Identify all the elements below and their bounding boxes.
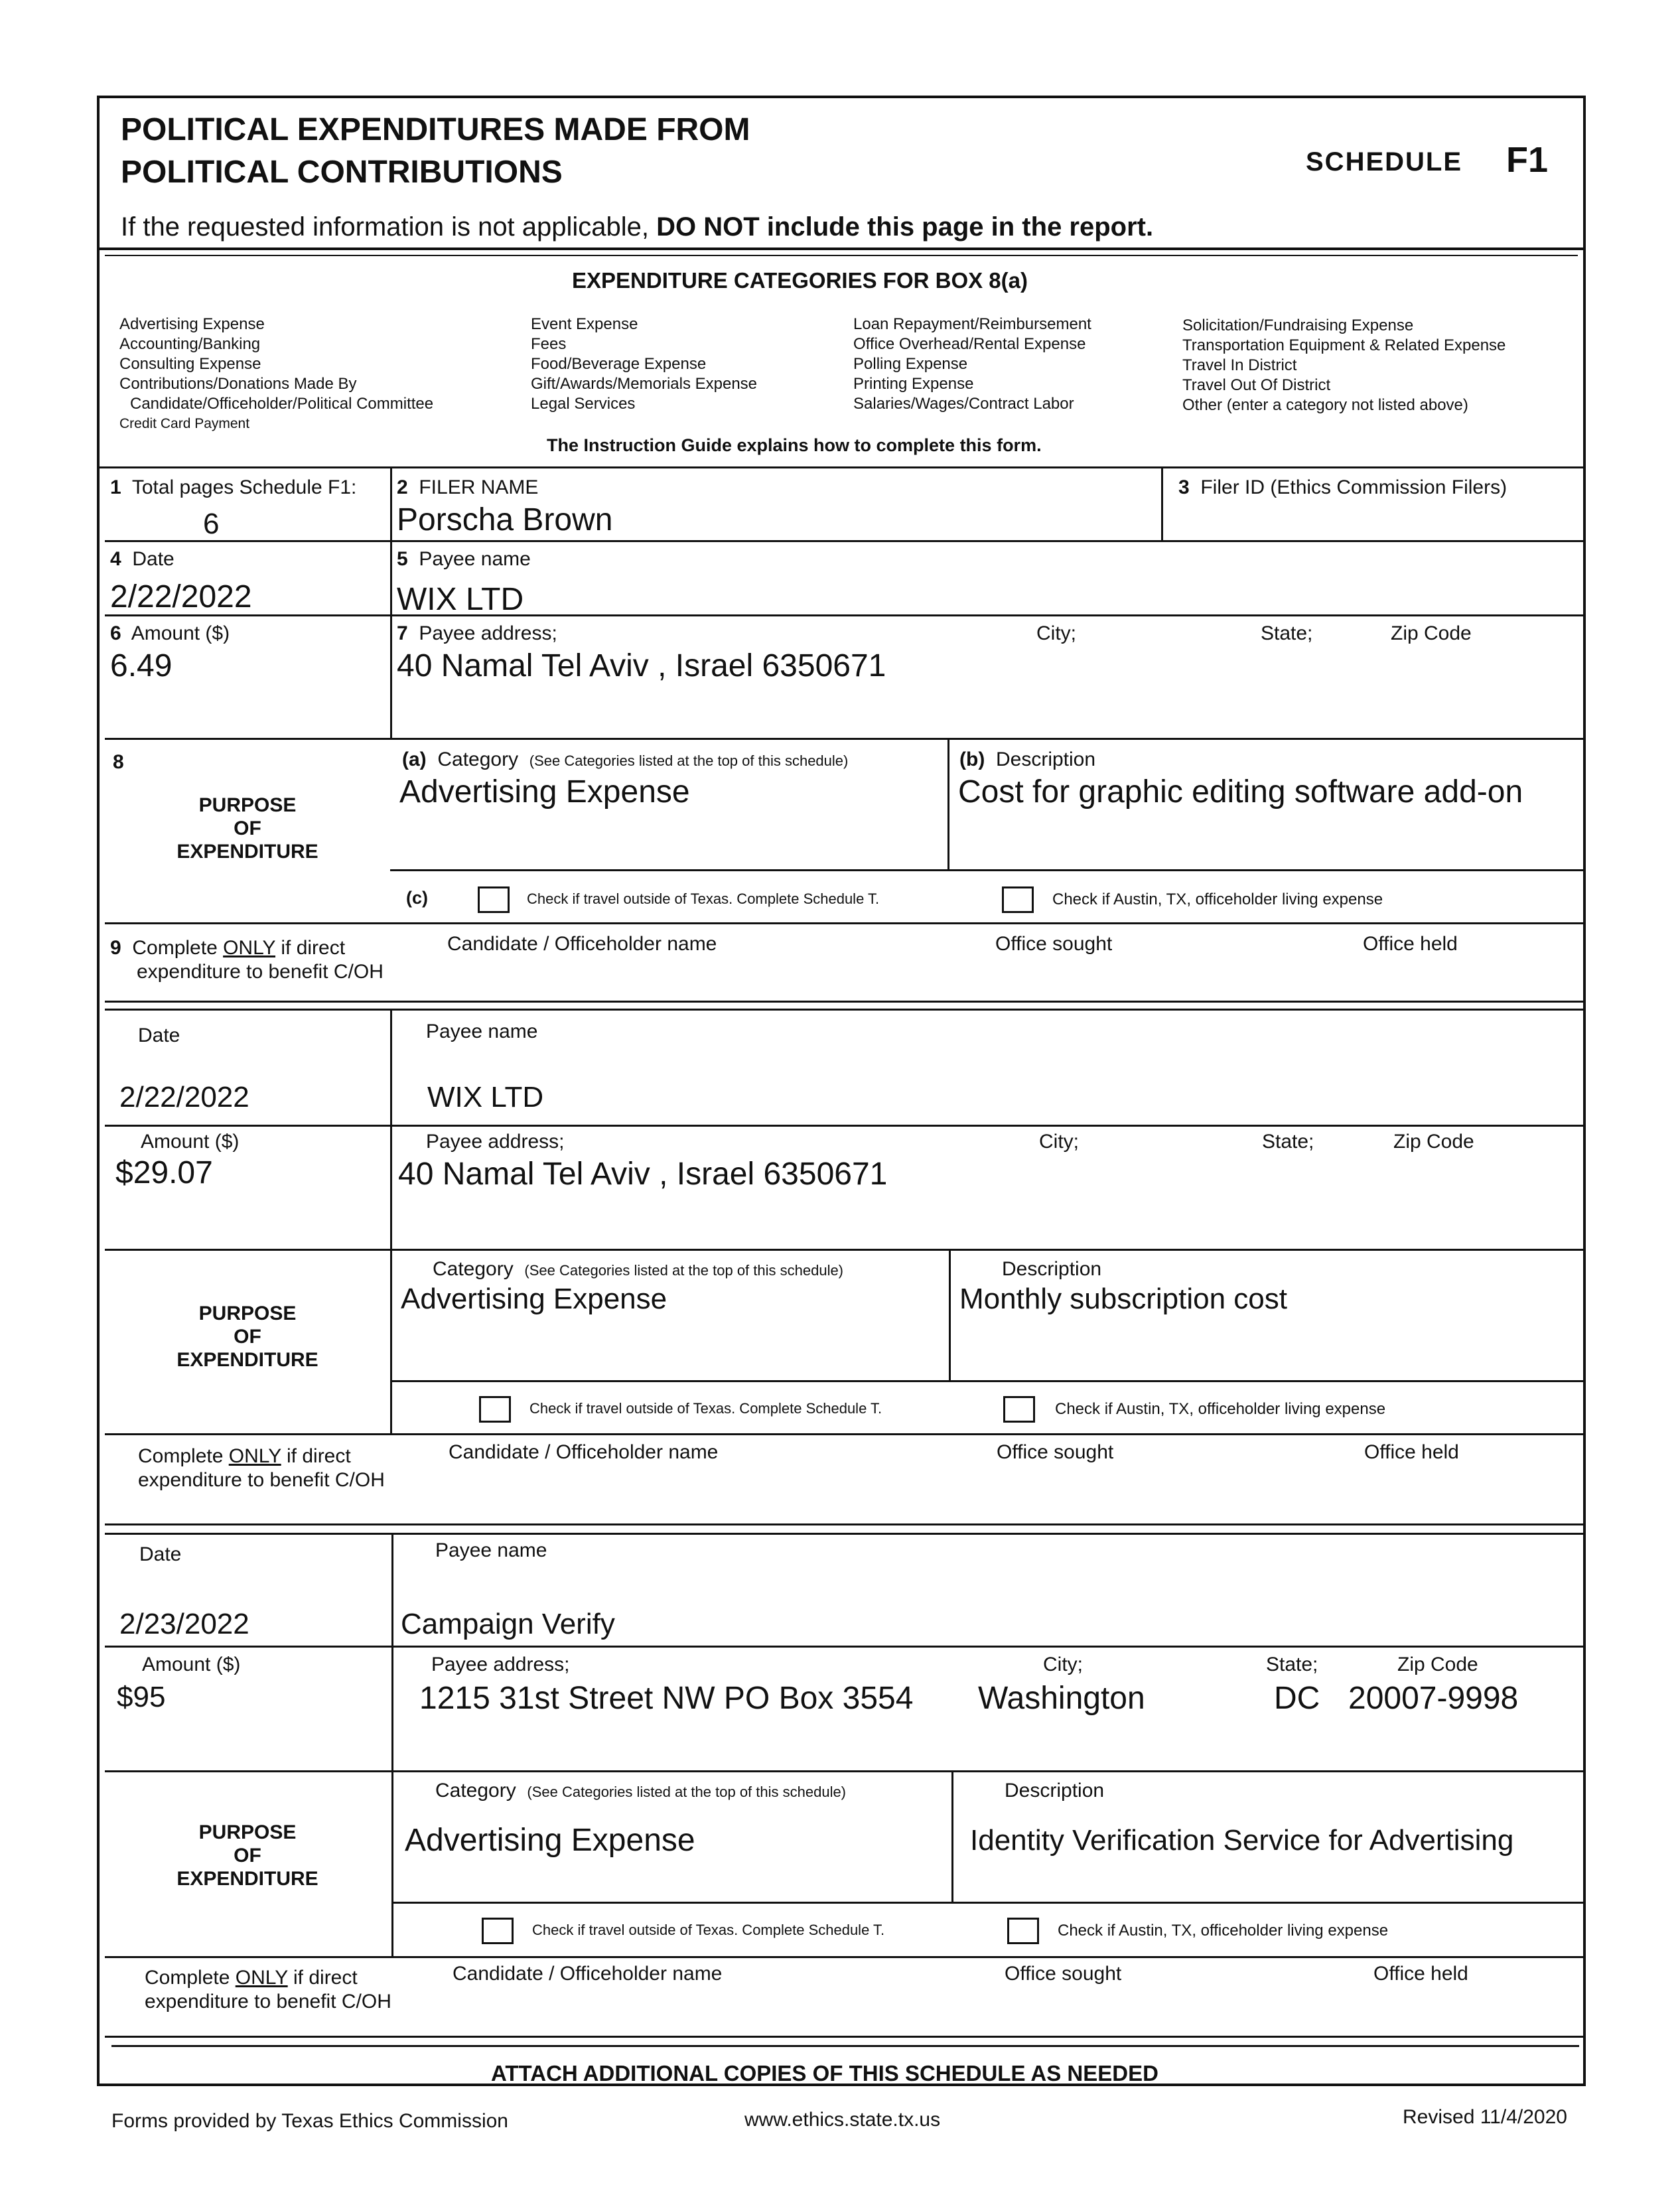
exp1-category-label: (a) Category (See Categories listed at the top of this schedule) <box>402 748 849 770</box>
exp2-candidate-label: Candidate / Officeholder name <box>449 1441 719 1463</box>
exp2-complete-only-label: Complete ONLY if direct <box>138 1445 351 1467</box>
exp3-travel-outside-texas-checkbox[interactable] <box>482 1918 514 1944</box>
categories-column-4: Solicitation/Fundraising Expense Transportation Equipment & Related Expense Travel In District Travel Out Of District Other (enter a category not listed above) <box>1182 317 1506 414</box>
exp3-austin-living-expense-label: Check if Austin, TX, officeholder living expense <box>1058 1922 1389 1940</box>
categories-column-1: Advertising Expense Accounting/Banking Consulting Expense Contributions/Donations Made By Candidate/Officeholder/Political Committee Credit Card Payment <box>119 315 434 431</box>
total-pages-value: 6 <box>203 508 220 540</box>
exp2-office-held-label: Office held <box>1364 1441 1459 1463</box>
exp3-office-sought-label: Office sought <box>1005 1963 1122 1985</box>
categories-heading: EXPENDITURE CATEGORIES FOR BOX 8(a) <box>572 268 1028 293</box>
filer-name-label: 2 FILER NAME <box>397 476 539 498</box>
exp1-travel-outside-texas-checkbox[interactable] <box>478 886 510 913</box>
schedule-label: SCHEDULE <box>1306 147 1463 177</box>
exp2-complete-only-line2: expenditure to benefit C/OH <box>138 1469 385 1491</box>
exp1-address-value: 40 Namal Tel Aviv , Israel 6350671 <box>397 648 886 683</box>
exp3-date-value: 2/23/2022 <box>119 1608 249 1640</box>
instruction-guide-note: The Instruction Guide explains how to complete this form. <box>547 435 1042 455</box>
exp3-zip-value: 20007-9998 <box>1348 1681 1519 1716</box>
exp2-austin-living-expense-label: Check if Austin, TX, officeholder living expense <box>1055 1400 1386 1418</box>
exp2-purpose-label: PURPOSE OF EXPENDITURE <box>176 1303 318 1371</box>
exp1-date-value: 2/22/2022 <box>110 579 252 614</box>
exp2-amount-value: $29.07 <box>115 1155 213 1190</box>
exp2-payee-value: WIX LTD <box>427 1081 544 1113</box>
exp2-travel-outside-texas-label: Check if travel outside of Texas. Complete Schedule T. <box>529 1400 882 1417</box>
exp2-payee-label: Payee name <box>426 1021 538 1042</box>
exp3-address-label: Payee address; <box>431 1654 570 1675</box>
exp3-description-label: Description <box>1005 1780 1105 1802</box>
exp1-payee-value: WIX LTD <box>397 582 524 617</box>
exp2-description-label: Description <box>1002 1258 1102 1280</box>
exp1-box8-number: 8 <box>113 751 124 773</box>
exp1-address-label: 7 Payee address; <box>397 622 557 644</box>
exp1-description-label: (b) Description <box>959 748 1096 770</box>
exp1-amount-label: 6 Amount ($) <box>110 622 230 644</box>
exp2-date-label: Date <box>138 1025 180 1046</box>
exp1-office-sought-label: Office sought <box>995 933 1113 955</box>
exp2-address-label: Payee address; <box>426 1131 565 1153</box>
form-title-line2: POLITICAL CONTRIBUTIONS <box>121 155 563 190</box>
exp3-payee-value: Campaign Verify <box>401 1608 615 1640</box>
exp1-amount-value: 6.49 <box>110 648 173 683</box>
exp1-purpose-label: PURPOSE OF EXPENDITURE <box>176 794 318 863</box>
filer-id-label: 3 Filer ID (Ethics Commission Filers) <box>1178 476 1507 498</box>
exp1-candidate-label: Candidate / Officeholder name <box>447 933 717 955</box>
exp3-state-value: DC <box>1274 1681 1320 1716</box>
total-pages-label: 1 Total pages Schedule F1: <box>110 476 357 498</box>
exp1-city-label: City; <box>1036 622 1076 644</box>
exp2-category-value: Advertising Expense <box>401 1283 667 1315</box>
exp1-austin-living-expense-checkbox[interactable] <box>1002 886 1034 913</box>
categories-column-2: Event Expense Fees Food/Beverage Expense Gift/Awards/Memorials Expense Legal Services <box>531 315 758 413</box>
schedule-code: F1 <box>1506 140 1549 180</box>
exp3-category-label: Category (See Categories listed at the top of this schedule) <box>435 1780 847 1802</box>
exp2-amount-label: Amount ($) <box>141 1131 240 1153</box>
exp3-description-value: Identity Verification Service for Advertising <box>970 1824 1514 1857</box>
exp2-state-label: State; <box>1262 1131 1314 1153</box>
exp1-date-label: 4 Date <box>110 548 175 570</box>
exp2-travel-outside-texas-checkbox[interactable] <box>479 1396 511 1423</box>
exp1-state-label: State; <box>1261 622 1313 644</box>
exp3-state-label: State; <box>1266 1654 1318 1675</box>
exp3-city-label: City; <box>1043 1654 1083 1675</box>
filer-name-value: Porscha Brown <box>397 502 613 537</box>
exp3-payee-label: Payee name <box>435 1539 547 1561</box>
exp2-description-value: Monthly subscription cost <box>959 1283 1287 1315</box>
exp1-category-value: Advertising Expense <box>399 774 690 810</box>
exp1-zip-label: Zip Code <box>1391 622 1472 644</box>
exp3-category-value: Advertising Expense <box>405 1823 695 1858</box>
exp1-office-held-label: Office held <box>1363 933 1458 955</box>
exp3-date-label: Date <box>139 1543 182 1565</box>
exp1-complete-only-label: 9 Complete ONLY if direct <box>110 937 346 959</box>
exp3-complete-only-label: Complete ONLY if direct <box>145 1967 358 1989</box>
exp2-zip-label: Zip Code <box>1393 1131 1474 1153</box>
exp3-amount-label: Amount ($) <box>142 1654 241 1675</box>
exp2-city-label: City; <box>1039 1131 1079 1153</box>
exp3-address-value: 1215 31st Street NW PO Box 3554 <box>419 1681 914 1716</box>
exp3-city-value: Washington <box>978 1681 1145 1716</box>
exp2-office-sought-label: Office sought <box>997 1441 1114 1463</box>
exp1-description-value: Cost for graphic editing software add-on <box>958 774 1523 810</box>
categories-column-3: Loan Repayment/Reimbursement Office Overhead/Rental Expense Polling Expense Printing Expense Salaries/Wages/Contract Labor <box>853 315 1091 413</box>
exp3-travel-outside-texas-label: Check if travel outside of Texas. Complete Schedule T. <box>532 1922 885 1938</box>
exp2-category-label: Category (See Categories listed at the top of this schedule) <box>433 1258 844 1280</box>
exp3-zip-label: Zip Code <box>1397 1654 1478 1675</box>
exp2-date-value: 2/22/2022 <box>119 1081 249 1113</box>
footer-revised-date: Revised 11/4/2020 <box>1403 2106 1567 2128</box>
exp1-box8c-number: (c) <box>406 888 428 908</box>
exp2-austin-living-expense-checkbox[interactable] <box>1003 1396 1035 1423</box>
exp2-address-value: 40 Namal Tel Aviv , Israel 6350671 <box>398 1157 888 1192</box>
form-title-line1: POLITICAL EXPENDITURES MADE FROM <box>121 112 750 147</box>
exp1-payee-label: 5 Payee name <box>397 548 531 570</box>
exp1-complete-only-line2: expenditure to benefit C/OH <box>137 961 384 983</box>
exp3-office-held-label: Office held <box>1373 1963 1468 1985</box>
footer-website: www.ethics.state.tx.us <box>744 2109 941 2131</box>
exp3-purpose-label: PURPOSE OF EXPENDITURE <box>176 1821 318 1890</box>
exp3-amount-value: $95 <box>117 1681 166 1713</box>
exp3-candidate-label: Candidate / Officeholder name <box>453 1963 723 1985</box>
exp1-travel-outside-texas-label: Check if travel outside of Texas. Complete Schedule T. <box>527 890 880 907</box>
attach-additional-copies-banner: ATTACH ADDITIONAL COPIES OF THIS SCHEDULE AS NEEDED <box>491 2061 1158 2085</box>
not-applicable-notice: If the requested information is not applicable, DO NOT include this page in the report. <box>121 212 1154 242</box>
exp3-complete-only-line2: expenditure to benefit C/OH <box>145 1991 391 2013</box>
exp1-austin-living-expense-label: Check if Austin, TX, officeholder living expense <box>1052 890 1383 908</box>
footer-provided-by: Forms provided by Texas Ethics Commission <box>111 2110 508 2132</box>
exp3-austin-living-expense-checkbox[interactable] <box>1007 1918 1039 1944</box>
